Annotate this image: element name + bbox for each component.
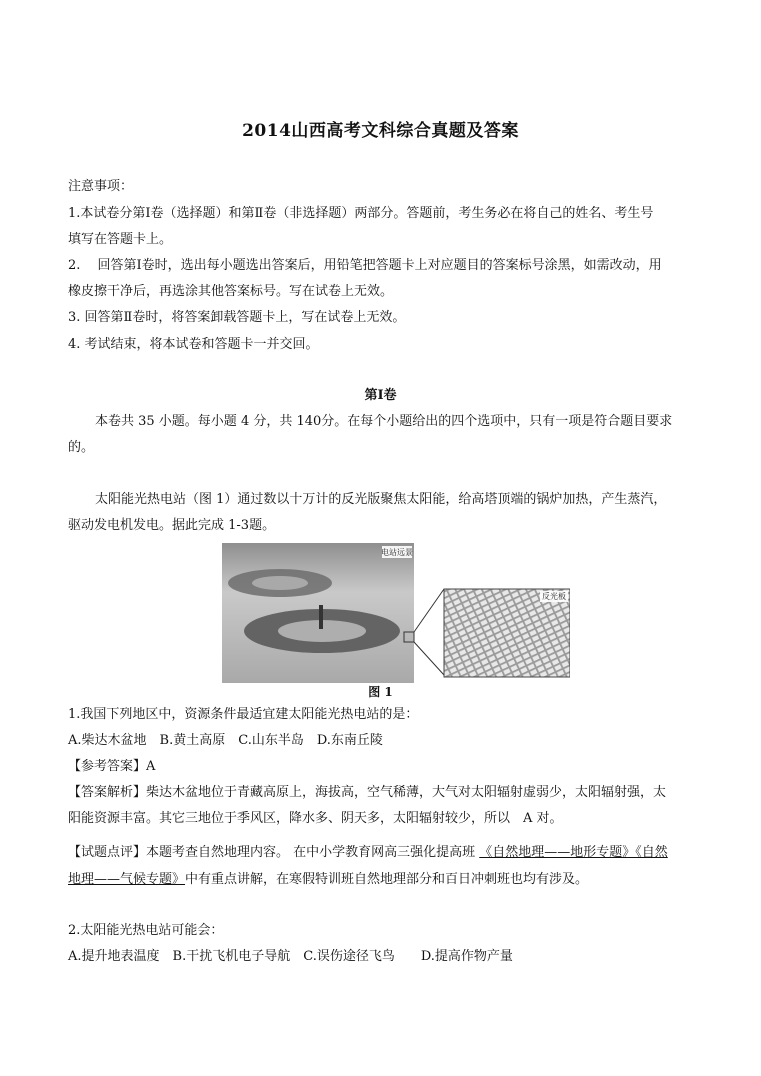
q1-comment-line-2 bbox=[68, 871, 698, 889]
notice-heading: 注意事项： bbox=[68, 179, 134, 194]
label-station-view: 电站远景 bbox=[381, 548, 413, 557]
course-link-terrain[interactable]: 《自然地理——地形专题》《自然 bbox=[479, 845, 668, 860]
q2-stem: 2.太阳能光热电站可能会： bbox=[68, 923, 224, 938]
tower bbox=[319, 605, 323, 629]
q1-comment-prefix: 【试题点评】本题考查自然地理内容。 在中小学教育网高三强化提高班 bbox=[68, 845, 480, 860]
q1-options: A.柴达木盆地 B.黄土高原 C.山东半岛 D.东南丘陵 bbox=[68, 733, 383, 748]
passage-line-2: 驱动发电机发电。据此完成 1-3题。 bbox=[68, 518, 276, 533]
document-title: 2014山西高考文科综合真题及答案 bbox=[242, 121, 519, 141]
notice-item-1-line-1: 1.本试卷分第Ⅰ卷（选择题）和第Ⅱ卷（非选择题）两部分。答题前，考生务必在将自己的姓名、考生号 bbox=[68, 206, 654, 221]
notice-item-4: 4. 考试结束，将本试卷和答题卡一并交回。 bbox=[68, 337, 319, 352]
notice-item-2-line-2: 橡皮擦干净后，再选涂其他答案标号。写在试卷上无效。 bbox=[68, 284, 394, 299]
course-link-climate[interactable]: 地理——气候专题》 bbox=[68, 872, 186, 887]
passage-line-1: 太阳能光热电站（图 1）通过数以十万计的反光版聚焦太阳能，给高塔顶端的锅炉加热，产生蒸汽， bbox=[95, 492, 667, 507]
q1-analysis-line-2: 阳能资源丰富。其它三地位于季风区，降水多、阴天多，太阳辐射较少，所以 A 对。 bbox=[68, 811, 563, 826]
solar-plant-figure bbox=[222, 543, 570, 701]
q1-stem: 1.我国下列地区中，资源条件最适宜建太阳能光热电站的是： bbox=[68, 707, 419, 722]
notice-item-1-line-2: 填写在答题卡上。 bbox=[68, 232, 173, 247]
q2-options: A.提升地表温度 B.干扰飞机电子导航 C.误伤途径飞鸟 D.提高作物产量 bbox=[68, 949, 513, 964]
notice-item-3: 3. 回答第Ⅱ卷时，将答案卸载答题卡上，写在试卷上无效。 bbox=[68, 310, 406, 325]
q1-comment-suffix: 中有重点讲解，在寒假特训班自然地理部分和百日冲刺班也均有涉及。 bbox=[185, 872, 589, 887]
label-reflector: 反光板 bbox=[542, 592, 566, 601]
reflector-inset bbox=[444, 589, 570, 677]
q1-comment-line-1 bbox=[68, 844, 698, 862]
section-heading: 第Ⅰ卷 bbox=[364, 388, 397, 403]
q1-analysis-line-1: 【答案解析】柴达木盆地位于青藏高原上，海拔高，空气稀薄，大气对太阳辐射虚弱少，太阳辐射强，太 bbox=[68, 785, 667, 800]
notice-item-2-line-1: 2. 回答第Ⅰ卷时，选出每小题选出答案后，用铅笔把答题卡上对应题目的答案标号涂黑，如需改动，用 bbox=[68, 258, 662, 273]
section-intro-line-1: 本卷共 35 小题。每小题 4 分，共 140分。在每个小题给出的四个选项中，只有一项是符合题目要求 bbox=[95, 414, 673, 429]
figure-caption: 图 1 bbox=[368, 685, 393, 699]
section-intro-line-2: 的。 bbox=[68, 440, 95, 455]
q1-answer: 【参考答案】A bbox=[68, 759, 156, 774]
